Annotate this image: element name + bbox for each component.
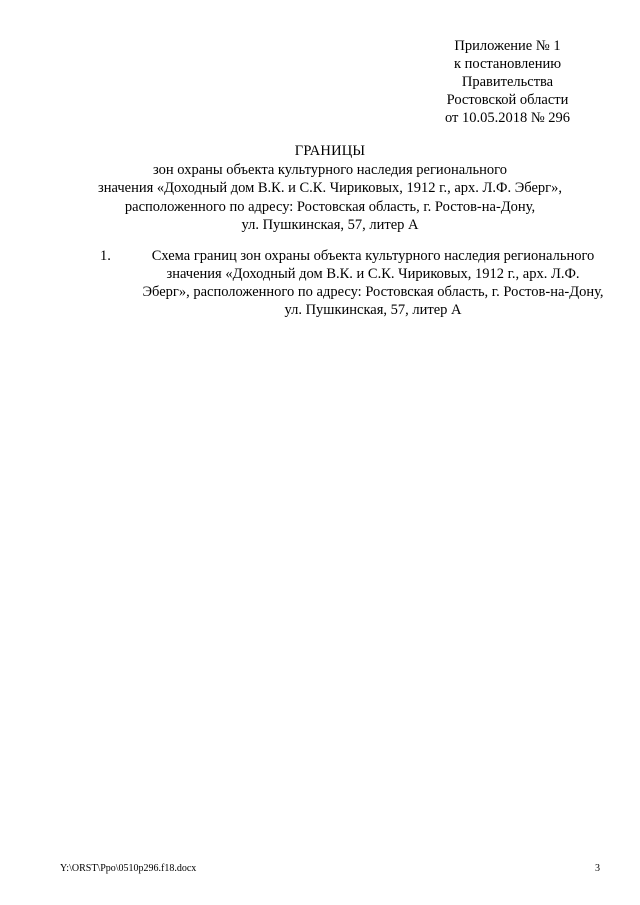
footer-file-path: Y:\ORST\Ppo\0510p296.f18.docx: [60, 863, 197, 874]
list-item-text: [126, 247, 620, 319]
list-item: [60, 247, 620, 319]
document-subtitle-line: ул. Пушкинская, 57, литер А: [241, 217, 419, 233]
document-subtitle-line: расположенного по адресу: Ростовская область, г. Ростов-на-Дону,: [124, 198, 536, 215]
document-subtitle-line: значения «Доходный дом В.К. и С.К. Чириковых, 1912 г., арх. Л.Ф. Эберг»,: [98, 180, 562, 196]
numbered-list: [60, 247, 620, 319]
appendix-line: от 10.05.2018 № 296: [444, 110, 571, 126]
list-item-line: значения «Доходный дом В.К. и С.К. Чириковых, 1912 г., арх. Л.Ф.: [166, 266, 580, 282]
document-subtitle-line: зон охраны объекта культурного наследия регионального: [153, 161, 507, 178]
document-title-block: [40, 142, 620, 235]
appendix-line: Правительства: [461, 74, 554, 90]
appendix-line: Приложение № 1: [454, 38, 561, 54]
appendix-line: Ростовской области: [446, 92, 569, 108]
document-title: ГРАНИЦЫ: [294, 143, 366, 159]
appendix-header: [400, 37, 615, 127]
footer-page-number: 3: [595, 863, 600, 874]
appendix-line: к постановлению: [453, 56, 562, 72]
list-item-line: Эберг», расположенного по адресу: Ростовская область, г. Ростов-на-Дону,: [142, 284, 604, 300]
list-item-line: ул. Пушкинская, 57, литер А: [284, 302, 462, 318]
list-item-number: 1.: [100, 248, 111, 264]
list-item-line: Схема границ зон охраны объекта культурного наследия регионального: [151, 248, 595, 264]
